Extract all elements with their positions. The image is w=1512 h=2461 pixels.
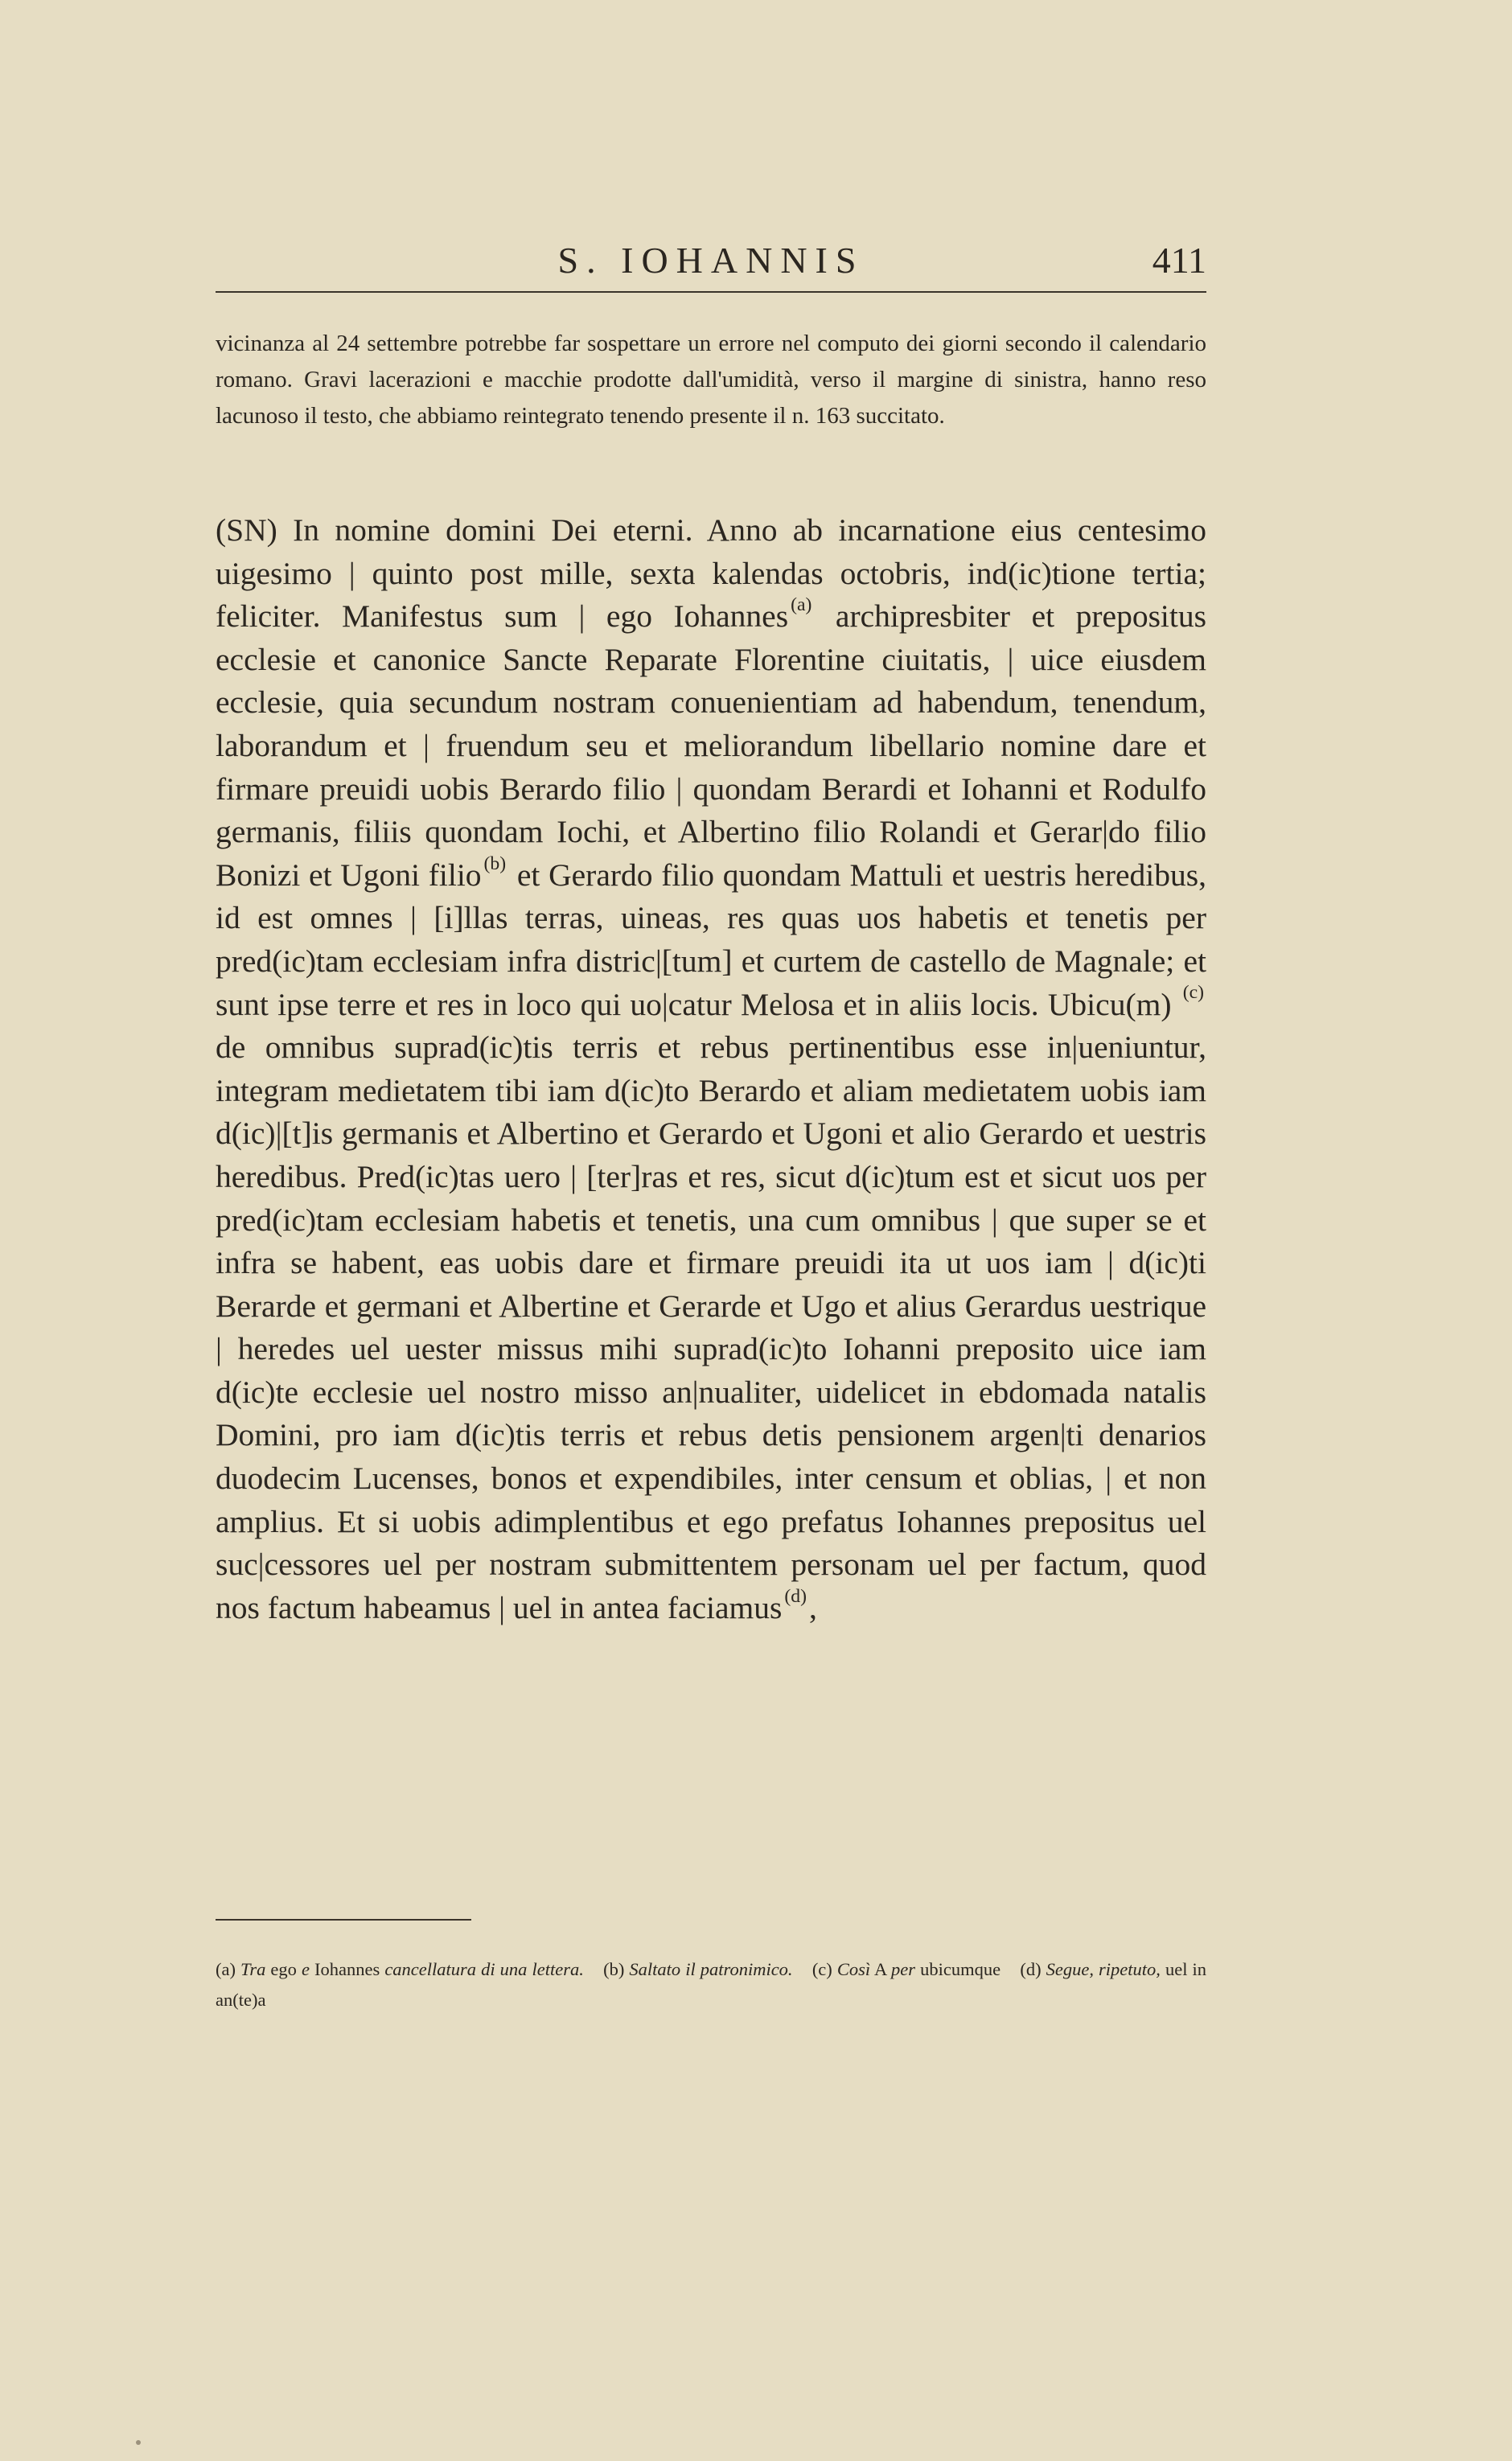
header-rule <box>216 291 1206 293</box>
footnote-a-text: cancellatura di una lettera. <box>384 1959 584 1979</box>
footnote-c <box>812 1959 1000 1979</box>
footnote-c-mark: (c) <box>811 1959 832 1979</box>
footnote-c-lead: Così <box>836 1959 871 1979</box>
footnote-a-lead: Tra <box>240 1959 266 1979</box>
footnote-b-text: Saltato il patronimico. <box>629 1959 793 1979</box>
footnote-a-word-2: Iohannes <box>314 1959 380 1979</box>
note-marker-b: (b) <box>483 853 507 874</box>
charter-segment-5: , <box>809 1589 817 1625</box>
charter-segment-3: et Gerardo filio quondam Mattuli et uestris heredibus, id est omnes | [i]llas terras, uineas, res quas uos habetis et tenetis per pred(ic)tam ecclesiam infra distric|[tum] et curtem de castello de Magnale; et sunt ipse terre et res in loco qui uo|catur Melosa et in aliis locis. Ubicu(m) <box>216 857 1206 1022</box>
footnote-rule <box>216 1919 471 1921</box>
charter-segment-4: de omnibus suprad(ic)tis terris et rebus pertinentibus esse in|ueniuntur, integram medietatem tibi iam d(ic)to Berardo et aliam medietatem uobis iam d(ic)|[t]is germanis et Albertino et Gerardo et Ugoni et alio Gerardo et uestris heredibus. Pred(ic)tas uero | [ter]ras et res, sicut d(ic)tum est et sicut uos per pred(ic)tam ecclesiam habetis et tenetis, una cum omnibus | que super se et infra se habent, eas uobis dare et firmare preuidi ita ut uos iam | d(ic)ti Berarde et germani et Albertine et Gerarde et Ugo et alius Gerardus uestrique | heredes uel uester missus mihi suprad(ic)to Iohanni preposito uice iam d(ic)te ecclesie uel nostro misso an|nualiter, uidelicet in ebdomada natalis Domini, pro iam d(ic)tis terris et rebus detis pensionem argen|ti denarios duodecim Lucenses, bonos et expendibiles, inter censum et oblias, | et non amplius. Et si uobis adimplentibus et ego prefatus Iohannes prepositus uel suc|cessores uel per nostram submittentem personam uel per factum, quod nos factum habeamus | uel in antea faciamus <box>216 1029 1206 1625</box>
footnote-c-per: per <box>891 1959 916 1979</box>
running-header <box>216 235 1206 286</box>
footnote-d-mark: (d) <box>1020 1959 1042 1979</box>
footnotes-paragraph <box>216 1954 1206 2015</box>
charter-segment-1: (SN) In nomine domini Dei eterni. Anno ab incarnatione eius centesimo uigesimo | quinto post mille, sexta kalendas octobris, ind(ic)tione tertia; feliciter. Manifestus sum | ego Iohannes <box>216 512 1206 635</box>
charter-segment-2: archipresbiter et prepositus ecclesie et canonice Sancte Reparate Florentine ciuitatis, | uice eiusdem ecclesie, quia secundum nostram conuenientiam ad habendum, tenendum, laborandum et | fruendum seu et meliorandum libellario nomine dare et firmare preuidi uobis Berardo filio | quondam Berardi et Iohanni et Rodulfo germanis, filiis quondam Iochi, et Albertino filio Rolandi et Gerar|do filio Bonizi et Ugoni filio <box>216 598 1207 893</box>
footnote-a-word: ego <box>270 1959 297 1979</box>
footnote-c-word: A <box>873 1959 886 1979</box>
running-title: S. IOHANNIS <box>557 240 865 281</box>
note-marker-d: (d) <box>784 1585 807 1607</box>
footnotes <box>216 1954 1206 2015</box>
charter-text <box>216 509 1206 1629</box>
note-marker-c: (c) <box>1182 982 1205 1004</box>
editorial-note <box>216 326 1206 434</box>
footnote-b <box>603 1959 792 1979</box>
note-marker-a: (a) <box>791 594 812 616</box>
charter-paragraph <box>216 509 1206 1629</box>
paper-speck <box>136 2440 141 2445</box>
page-number: 411 <box>1152 240 1206 281</box>
footnote-d-text: Segue, ripetuto, <box>1046 1959 1161 1979</box>
footnote-d-word: uel in an(te)a <box>216 1959 1207 2010</box>
editorial-note-text: vicinanza al 24 settembre potrebbe far sospettare un errore nel computo dei giorni secondo il calendario romano. Gravi lacerazioni e macchie prodotte dall'umidità, verso il margine di sinistra, hanno reso lacunoso il testo, che abbiamo reintegrato tenendo presente il n. 163 succitato. <box>216 331 1206 429</box>
footnote-a-sep: e <box>301 1959 310 1979</box>
footnote-b-mark: (b) <box>603 1959 625 1979</box>
footnote-a <box>216 1959 584 1979</box>
footnote-c-word-2: ubicumque <box>920 1959 1001 1979</box>
footnote-a-mark: (a) <box>216 1959 236 1979</box>
